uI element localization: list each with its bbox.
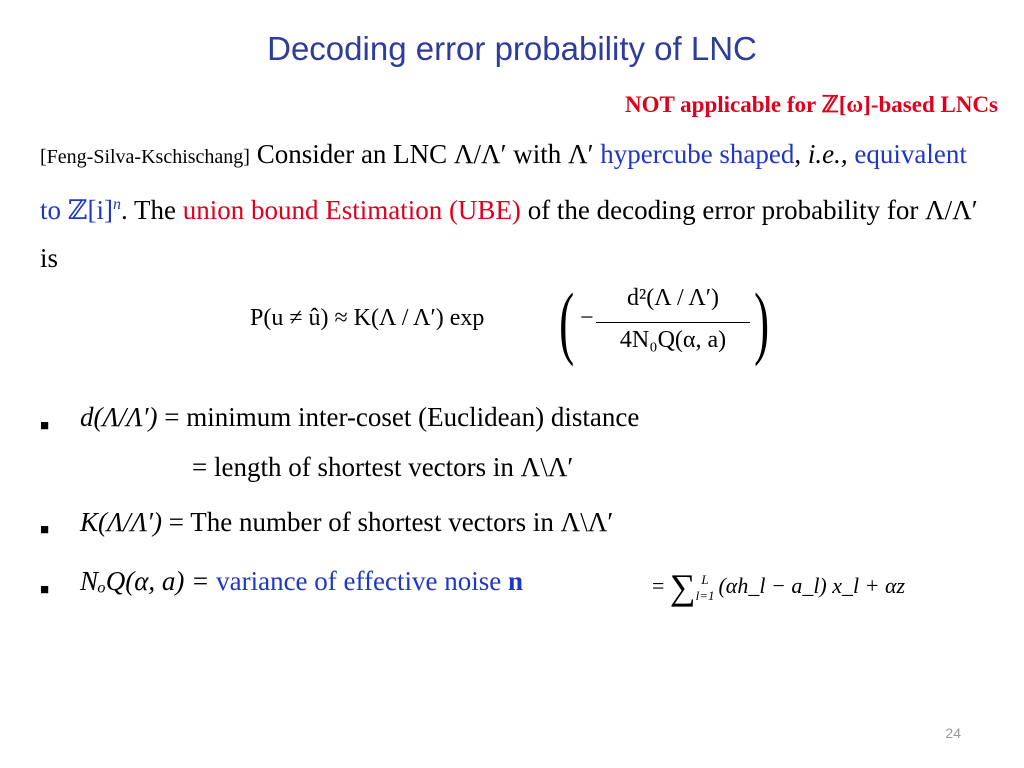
intro-text-6: . The [120,195,183,225]
bullet-2-lhs: K(Λ/Λ′) [80,507,163,537]
citation: [Feng-Silva-Kschischang] [40,146,250,168]
bullet-3-blue: variance of effective noise [216,566,508,596]
formula-lhs: P(u ≠ û) ≈ K(Λ / Λ′) exp [250,305,485,331]
bullet-2 [80,507,613,538]
sum-body: (αh_l − a_l) x_l + αz [718,573,906,598]
bullet-3 [80,566,523,597]
equivalent-sup: n [112,196,121,213]
slide-title: Decoding error probability of LNC [267,30,757,67]
formula-numerator: d²(Λ / Λ′) [627,285,719,311]
intro-text-8: of the decoding error probability for Λ/Λ′ is [40,195,978,273]
applicability-note: NOT applicable for ℤ[ω]-based LNCs [624,92,998,117]
bullet-3-noise-n: n [507,566,523,596]
equivalent-text: equivalent to ℤ[i] [40,139,967,225]
ie-text: i.e., [807,139,848,169]
square-bullet-icon: ■ [40,582,50,598]
bullet-2-eq: = The number of shortest vectors in Λ\Λ′ [162,507,614,537]
formula-minus: − [580,305,594,331]
bullet-1 [80,402,639,433]
square-bullet-icon: ■ [40,418,50,434]
effective-noise-sum [652,566,905,608]
fraction-bar [596,322,750,323]
intro-text-3: , [794,139,808,169]
left-paren-icon: ( [559,276,575,367]
formula-denominator: 4N₀Q(α, a) [619,327,727,353]
intro-paragraph [40,130,990,282]
bullet-1-continuation: = length of shortest vectors in Λ\Λ′ [192,452,574,482]
right-paren-icon: ) [754,276,770,367]
formula-fraction [588,277,758,367]
sum-limits [696,572,715,604]
bullet-1-eq: = minimum inter-coset (Euclidean) distance [157,402,640,432]
sum-eq: = [652,573,670,598]
sigma-icon: ∑ [669,567,696,607]
page-number: 24 [945,725,961,741]
ube-formula [250,277,780,372]
sum-lower: l=1 [695,587,715,603]
sum-upper: L [701,571,709,587]
square-bullet-icon: ■ [40,522,50,538]
bullet-3-lhs: NₒQ(α, a) = [80,566,217,596]
bullet-1-lhs: d(Λ/Λ′) [80,402,158,432]
ube-text: union bound Estimation (UBE) [182,195,521,225]
hypercube-shaped: hypercube shaped [600,139,795,169]
intro-text-1: Consider an LNC Λ/Λ′ with Λ′ [249,139,601,169]
